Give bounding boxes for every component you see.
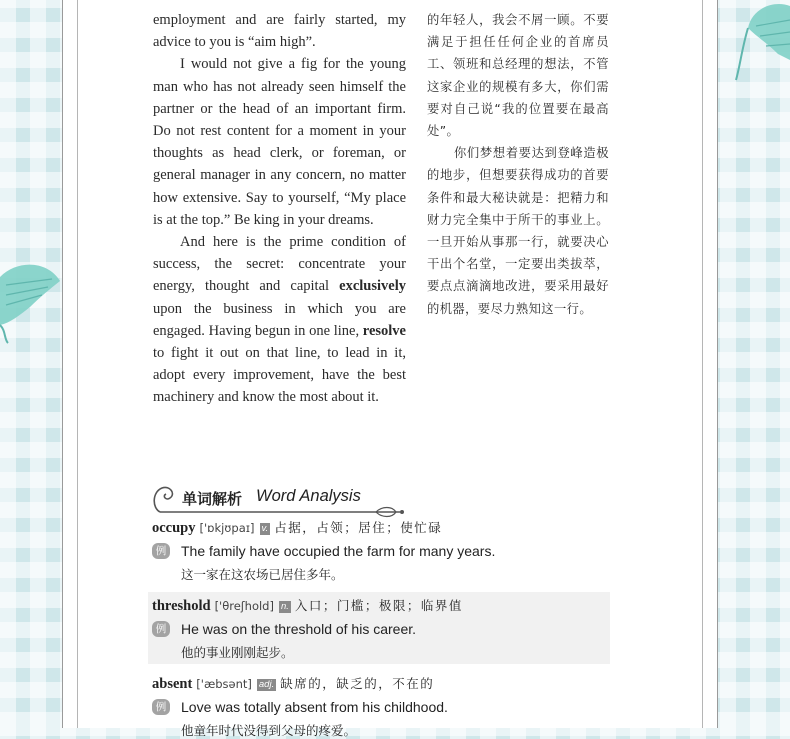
word: threshold (152, 598, 211, 614)
phonetic: ['ɒkjʊpaɪ] (199, 521, 255, 535)
word: occupy (152, 520, 196, 536)
keyword-resolve: resolve (362, 322, 406, 339)
example-chinese: 他童年时代没得到父母的疼爱。 (181, 723, 357, 738)
word-entry-threshold (152, 596, 463, 615)
part-of-speech-badge: adj. (258, 679, 275, 690)
english-text-column (153, 9, 406, 409)
chinese-text-column (427, 9, 609, 320)
phonetic: ['æbsənt] (196, 677, 252, 691)
definition: 占据，占领；居住；使忙碌 (274, 520, 443, 535)
section-title-english: Word Analysis (256, 487, 361, 505)
english-paragraph-3: And here is the prime condition of success, the secret: concentrate your energy, thought and capital exclusively upon the business in which you are engaged. Having begun in one line, resolve to fight it out on that line, to lead in it, adopt every improvement, have the best machinery and know the most about it. (153, 234, 406, 406)
example-badge-icon: 例 (152, 543, 170, 559)
part-of-speech-badge: n. (280, 601, 289, 612)
ginkgo-leaf-icon (734, 0, 790, 82)
word-entry-absent (152, 674, 434, 693)
part-of-speech-badge: v. (261, 523, 269, 534)
ginkgo-leaf-icon (0, 255, 64, 345)
chinese-paragraph-2: 你们梦想着要达到登峰造极的地步，但想要获得成功的首要条件和最大秘诀就是：把精力和财力完全集中于所干的事业上。一旦开始从事那一行，就要决心干出个名堂，一定要出类拔萃，要点点滴滴地改进，要采用最好的机器，要尽力熟知这一行。 (427, 146, 609, 316)
example-chinese: 他的事业刚刚起步。 (181, 645, 294, 660)
example-chinese: 这一家在这农场已居住多年。 (181, 567, 344, 582)
definition: 缺席的，缺乏的，不在的 (280, 676, 435, 691)
example-badge-icon: 例 (152, 621, 170, 637)
word-entry-occupy (152, 518, 442, 537)
section-title-chinese: 单词解析 (182, 490, 243, 508)
example-english: Love was totally absent from his childhood. (181, 699, 448, 715)
example-english: He was on the threshold of his career. (181, 621, 417, 637)
example-badge-icon: 例 (152, 699, 170, 715)
english-paragraph-1: employment and are fairly started, my advice to you is “aim high”. (153, 12, 406, 51)
chinese-paragraph-1: 的年轻人，我会不屑一顾。不要满足于担任任何企业的首席员工、领班和总经理的想法，不管这家企业的规模有多大，你们需要对自己说“我的位置要在最高处”。 (427, 13, 609, 139)
keyword-exclusively: exclusively (339, 278, 406, 295)
phonetic: ['θreʃhold] (214, 599, 274, 613)
word-analysis-heading (150, 482, 410, 518)
word: absent (152, 676, 193, 692)
example-english: The family have occupied the farm for many years. (181, 543, 496, 559)
english-paragraph-2: I would not give a fig for the young man who has not already seen himself the partner or the head of an important firm. Do not rest content for a moment in your thoughts as head clerk, or foreman, or general manager in any concern, no matter how extensive. Say to yourself, “My place is at the top.” Be king in your dreams. (153, 56, 406, 228)
definition: 入口；门槛；极限；临界值 (294, 598, 463, 613)
